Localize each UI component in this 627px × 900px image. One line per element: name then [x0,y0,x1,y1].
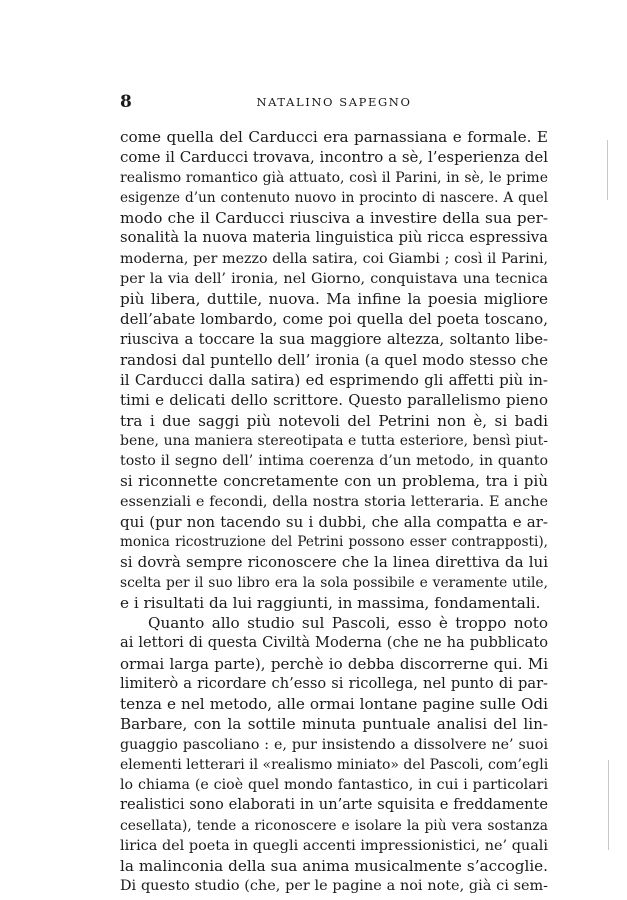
text-line: riusciva a toccare la sua maggiore altezza, soltanto libe- [120,330,548,348]
text-line: come il Carducci trovava, incontro a sè, l’esperienza del [120,148,548,167]
text-line: più libera, duttile, nuova. Ma infine la poesia migliore [120,290,548,308]
text-line: guaggio pascoliano : e, pur insistendo a dissolvere ne’ suoi [120,736,548,753]
text-line: il Carducci dalla satira) ed esprimendo gli affetti più in- [120,371,548,389]
text-line: limiterò a ricordare ch’esso si ricollega, nel punto di par- [120,674,548,692]
text-line: come quella del Carducci era parnassiana e formale. E [120,128,548,146]
text-line: randosi dal puntello dell’ ironia (a quel modo stesso che [120,350,548,369]
page-number: 8 [120,92,132,112]
text-line: realistici sono elaborati in un’arte squisita e freddamente [120,796,548,814]
text-line: e i risultati da lui raggiunti, in massima, fondamentali. [120,593,541,612]
text-line: elementi letterari il «realismo miniato» del Pascoli, com’egli [120,756,549,773]
text-line: sonalità la nuova materia linguistica più ricca espressiva [120,229,548,247]
body-text [120,127,548,897]
text-line: tra i due saggi più notevoli del Petrini non è, si badi [120,411,548,430]
text-line: cesellata), tende a riconoscere e isolare la più vera sostanza [120,817,548,834]
running-title: NATALINO SAPEGNO [256,95,412,109]
text-line: ormai larga parte), perchè io debba discorrerne qui. Mi [120,654,548,673]
scan-edge-mark [608,760,609,850]
text-line: lo chiama (e cioè quel mondo fantastico, in cui i particolari [120,777,548,793]
text-line: dell’abate lombardo, come poi quella del poeta toscano, [120,310,548,329]
text-line: scelta per il suo libro era la sola possibile e veramente utile, [120,574,548,591]
text-line: si dovrà sempre riconoscere che la linea direttiva da lui [120,553,548,572]
running-head [120,92,548,112]
text-line: Di questo studio (che, per le pagine a noi note, già ci sem- [120,878,548,895]
text-line: per la via dell’ ironia, nel Giorno, conquistava una tecnica [120,270,548,287]
text-line: timi e delicati dello scrittore. Questo parallelismo pieno [120,391,548,410]
text-line: realismo romantico già attuato, così il Parini, in sè, le prime [120,169,548,186]
text-line: Quanto allo studio sul Pascoli, esso è troppo noto [148,614,548,632]
text-line: si riconnette concretamente con un problema, tra i più [120,472,548,491]
text-line: esigenze d’un contenuto nuovo in procinto di nascere. A quel [120,189,548,206]
text-line: bene, una maniera stereotipata e tutta esteriore, bensì piut- [120,432,548,449]
text-line: modo che il Carducci riusciva a investire della sua per- [120,209,548,227]
text-line: tosto il segno dell’ intima coerenza d’un metodo, in quanto [120,453,548,469]
text-line: moderna, per mezzo della satira, coi Giambi ; così il Parini, [120,250,548,267]
text-line: monica ricostruzione del Petrini possono esser contrapposti), [120,534,548,550]
text-line: qui (pur non tacendo su i dubbi, che alla compatta e ar- [120,512,548,531]
text-line: lirica del poeta in quegli accenti impressionistici, ne’ quali [120,837,548,854]
text-line: ai lettori di questa Civiltà Moderna (che ne ha pubblicato [120,634,548,652]
text-line: la malinconia della sua anima musicalmente s’accoglie. [120,857,548,875]
text-line: Barbare, con la sottile minuta puntuale analisi del lin- [120,715,548,734]
scan-edge-mark [607,140,608,200]
text-line: essenziali e fecondi, della nostra storia letteraria. E anche [120,493,548,510]
text-line: tenza e nel metodo, alle ormai lontane pagine sulle Odi [120,695,548,713]
